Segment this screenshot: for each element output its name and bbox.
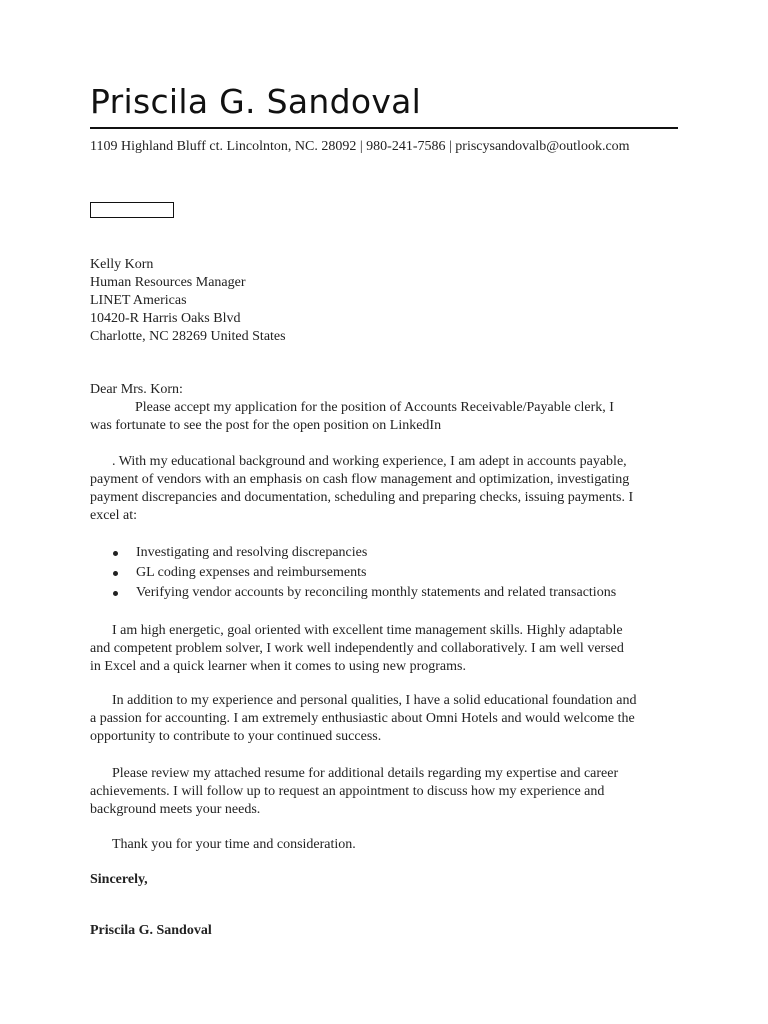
list-item-text: Verifying vendor accounts by reconciling monthly statements and related transactions — [136, 585, 617, 600]
date-field-box — [90, 202, 174, 218]
paragraph-line: achievements. I will follow up to request an appointment to discuss how my experience and — [90, 784, 605, 799]
signature-name: Priscila G. Sandoval — [90, 923, 212, 938]
paragraph-line: I am high energetic, goal oriented with excellent time management skills. Highly adaptable — [112, 623, 623, 638]
recipient-line: Charlotte, NC 28269 United States — [90, 329, 286, 344]
recipient-line: Human Resources Manager — [90, 275, 246, 290]
paragraph-line: and competent problem solver, I work well independently and collaboratively. I am well versed — [90, 641, 624, 656]
list-item — [90, 563, 616, 583]
bullet-icon — [113, 591, 118, 596]
paragraph-line: background meets your needs. — [90, 802, 261, 817]
greeting-block — [90, 381, 682, 435]
skills-list — [90, 543, 616, 603]
intro-line: was fortunate to see the post for the open position on LinkedIn — [90, 418, 442, 433]
bullet-icon — [113, 551, 118, 556]
list-item — [90, 583, 616, 603]
paragraph-line: In addition to my experience and personal qualities, I have a solid educational foundation and — [112, 693, 637, 708]
recipient-line: LINET Americas — [90, 293, 187, 308]
recipient-address — [90, 256, 682, 346]
paragraph-experience — [90, 453, 682, 525]
paragraph-education — [90, 692, 682, 746]
recipient-line: Kelly Korn — [90, 257, 154, 272]
list-item-text: GL coding expenses and reimbursements — [136, 565, 367, 580]
applicant-name: Priscila G. Sandoval — [90, 82, 422, 121]
intro-line: Please accept my application for the position of Accounts Receivable/Payable clerk, I — [135, 400, 614, 415]
paragraph-line: in Excel and a quick learner when it comes to using new programs. — [90, 659, 466, 674]
paragraph-line: payment discrepancies and documentation, scheduling and preparing checks, issuing payments. I — [90, 490, 634, 505]
paragraph-line: a passion for accounting. I am extremely enthusiastic about Omni Hotels and would welcome the — [90, 711, 635, 726]
closing-phrase: Sincerely, — [90, 872, 148, 887]
paragraph-thanks — [90, 836, 682, 854]
contact-info: 1109 Highland Bluff ct. Lincolnton, NC. 28092 | 980-241-7586 | priscysandovalb@outlook.com — [90, 139, 630, 154]
paragraph-qualities — [90, 622, 682, 676]
paragraph-line: Please review my attached resume for additional details regarding my expertise and career — [112, 766, 619, 781]
list-item — [90, 543, 616, 563]
header-divider — [90, 127, 678, 129]
recipient-line: 10420-R Harris Oaks Blvd — [90, 311, 241, 326]
paragraph-resume — [90, 765, 682, 819]
salutation: Dear Mrs. Korn: — [90, 382, 183, 397]
paragraph-line: payment of vendors with an emphasis on cash flow management and optimization, investigating — [90, 472, 630, 487]
list-item-text: Investigating and resolving discrepancies — [136, 545, 368, 560]
paragraph-line: opportunity to contribute to your continued success. — [90, 729, 382, 744]
bullet-icon — [113, 571, 118, 576]
paragraph-line: . With my educational background and working experience, I am adept in accounts payable, — [112, 454, 627, 469]
paragraph-line: Thank you for your time and consideration. — [112, 837, 356, 852]
paragraph-line: excel at: — [90, 508, 138, 523]
